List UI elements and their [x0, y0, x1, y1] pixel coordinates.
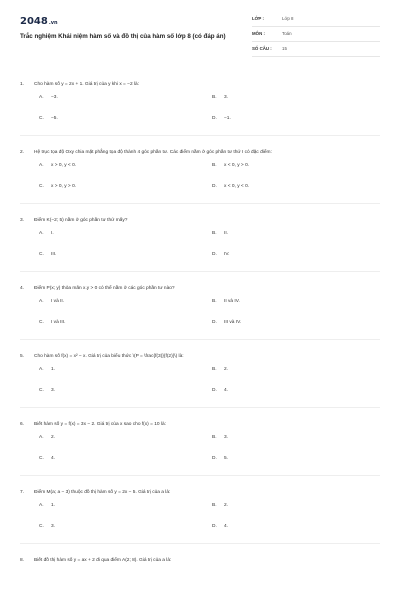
option-text: 1.: [51, 503, 56, 508]
option-letter: D.: [212, 456, 217, 461]
question-divider: [20, 543, 380, 544]
option-text: II.: [224, 231, 228, 236]
question-text: Điểm P(x; y) thỏa mãn x.y > 0 có thể nằm ở các góc phần tư nào?: [34, 286, 175, 291]
answer-option-c[interactable]: [39, 114, 58, 124]
option-text: x > 0, y < 0.: [51, 163, 77, 168]
option-letter: C.: [39, 456, 44, 461]
logo-main: 2048: [20, 16, 48, 27]
option-text: 3.: [224, 95, 229, 100]
question-3: [20, 216, 380, 272]
meta-value: Lớp 8: [282, 16, 294, 21]
answer-option-c[interactable]: [39, 386, 55, 396]
question-text: Biết hàm số y = f(x) = 3x − 2. Giá trị của x sao cho f(x) = 10 là:: [34, 422, 166, 427]
meta-row-subject: [252, 27, 380, 42]
answer-option-d[interactable]: [212, 318, 241, 328]
question-stem: [20, 488, 380, 497]
question-text: Cho hàm số f(x) = x² − x. Giá trị của biểu thức \(P = \frac{f(3)}{f(2)}\) là:: [34, 354, 184, 359]
option-letter: D.: [212, 320, 217, 325]
answer-option-a[interactable]: [39, 297, 64, 307]
option-letter: B.: [212, 95, 217, 100]
answer-option-c[interactable]: [39, 522, 55, 532]
option-text: 3.: [51, 388, 56, 393]
question-text: Hệ trục tọa độ Oxy chia mặt phẳng tọa độ thành 4 góc phần tư. Các điểm nằm ở góc phần tư thứ I có đặc điểm:: [34, 150, 272, 155]
option-text: I và III.: [51, 320, 66, 325]
answer-option-a[interactable]: [39, 433, 55, 443]
question-stem: [20, 556, 380, 565]
meta-value: 15: [282, 46, 287, 51]
answer-option-d[interactable]: [212, 454, 228, 464]
question-8: [20, 556, 380, 565]
question-2: [20, 148, 380, 204]
option-text: 1.: [51, 367, 56, 372]
answer-option-b[interactable]: [212, 501, 228, 511]
question-number: 1.: [20, 82, 25, 87]
question-stem: [20, 148, 380, 157]
option-text: x < 0, y > 0.: [224, 163, 250, 168]
option-letter: A.: [39, 95, 44, 100]
meta-key: SỐ CÂU :: [252, 46, 272, 51]
option-text: 2.: [224, 367, 229, 372]
question-number: 5.: [20, 354, 25, 359]
question-1: [20, 80, 380, 136]
option-letter: B.: [212, 231, 217, 236]
option-letter: B.: [212, 299, 217, 304]
option-letter: A.: [39, 503, 44, 508]
option-text: 3.: [51, 524, 56, 529]
option-row: [39, 318, 380, 339]
question-7: [20, 488, 380, 544]
answer-option-b[interactable]: [212, 297, 240, 307]
option-row: [39, 454, 380, 475]
document-title: Trắc nghiệm Khái niệm hàm số và đồ thị của hàm số lớp 8 (có đáp án): [20, 33, 226, 40]
option-letter: D.: [212, 184, 217, 189]
question-text: Biết đồ thị hàm số y = ax + 2 đi qua điểm A(2; 8). Giá trị của a là:: [34, 558, 172, 563]
option-text: IV.: [224, 252, 230, 257]
answer-options: [39, 501, 380, 543]
question-number: 6.: [20, 422, 25, 427]
option-text: x > 0, y > 0.: [51, 184, 77, 189]
question-divider: [20, 271, 380, 272]
question-stem: [20, 284, 380, 293]
question-4: [20, 284, 380, 340]
answer-option-a[interactable]: [39, 501, 55, 511]
answer-option-b[interactable]: [212, 161, 249, 171]
option-letter: A.: [39, 435, 44, 440]
question-divider: [20, 135, 380, 136]
option-letter: C.: [39, 388, 44, 393]
answer-option-c[interactable]: [39, 250, 56, 260]
option-text: −1.: [224, 116, 231, 121]
answer-option-d[interactable]: [212, 522, 228, 532]
option-row: [39, 433, 380, 454]
answer-option-b[interactable]: [212, 229, 228, 239]
answer-option-a[interactable]: [39, 365, 55, 375]
option-row: [39, 501, 380, 522]
question-text: Cho hàm số y = 2x + 1. Giá trị của y khi x = −2 là:: [34, 82, 140, 87]
question-text: Điểm M(a; a − 3) thuộc đồ thị hàm số y = 2x − 5. Giá trị của a là:: [34, 490, 171, 495]
option-letter: B.: [212, 435, 217, 440]
question-5: [20, 352, 380, 408]
question-stem: [20, 216, 380, 225]
question-stem: [20, 352, 380, 361]
question-stem: [20, 80, 380, 89]
answer-options: [39, 229, 380, 271]
option-row: [39, 229, 380, 250]
answer-option-a[interactable]: [39, 161, 76, 171]
option-letter: D.: [212, 388, 217, 393]
question-divider: [20, 475, 380, 476]
answer-option-b[interactable]: [212, 93, 228, 103]
option-letter: B.: [212, 367, 217, 372]
answer-option-b[interactable]: [212, 365, 228, 375]
option-text: 4.: [224, 524, 229, 529]
question-number: 8.: [20, 558, 25, 563]
option-letter: C.: [39, 252, 44, 257]
option-letter: A.: [39, 299, 44, 304]
answer-options: [39, 365, 380, 407]
option-text: −5.: [51, 116, 58, 121]
option-text: II và IV.: [224, 299, 240, 304]
answer-option-d[interactable]: [212, 250, 229, 260]
option-letter: B.: [212, 503, 217, 508]
meta-value: Toán: [282, 31, 292, 36]
question-number: 7.: [20, 490, 25, 495]
option-text: 2.: [51, 435, 56, 440]
question-stem: [20, 420, 380, 429]
answer-option-a[interactable]: [39, 93, 58, 103]
option-row: [39, 93, 380, 114]
option-row: [39, 522, 380, 543]
question-number: 3.: [20, 218, 25, 223]
option-letter: A.: [39, 163, 44, 168]
option-letter: D.: [212, 524, 217, 529]
option-row: [39, 161, 380, 182]
meta-row-class: [252, 12, 380, 27]
document-header: [0, 0, 400, 80]
meta-key: LỚP :: [252, 16, 264, 21]
answer-options: [39, 93, 380, 135]
option-letter: D.: [212, 116, 217, 121]
option-row: [39, 182, 380, 203]
option-letter: C.: [39, 320, 44, 325]
answer-option-d[interactable]: [212, 386, 228, 396]
option-text: x < 0, y < 0.: [224, 184, 250, 189]
option-row: [39, 297, 380, 318]
question-divider: [20, 339, 380, 340]
option-row: [39, 365, 380, 386]
answer-option-c[interactable]: [39, 318, 65, 328]
answer-option-c[interactable]: [39, 182, 76, 192]
option-letter: C.: [39, 184, 44, 189]
option-letter: C.: [39, 524, 44, 529]
meta-table: [252, 12, 380, 57]
answer-option-c[interactable]: [39, 454, 55, 464]
question-list: [20, 80, 380, 565]
option-text: III và IV.: [224, 320, 242, 325]
option-letter: B.: [212, 163, 217, 168]
option-letter: C.: [39, 116, 44, 121]
answer-option-a[interactable]: [39, 229, 54, 239]
answer-options: [39, 433, 380, 475]
option-text: 5.: [224, 456, 229, 461]
option-row: [39, 250, 380, 271]
meta-key: MÔN :: [252, 31, 265, 36]
option-text: I và II.: [51, 299, 65, 304]
site-logo[interactable]: [20, 16, 58, 27]
question-6: [20, 420, 380, 476]
question-divider: [20, 407, 380, 408]
option-text: 3.: [224, 435, 229, 440]
answer-option-b[interactable]: [212, 433, 228, 443]
option-row: [39, 386, 380, 407]
answer-options: [39, 161, 380, 203]
option-text: I.: [51, 231, 54, 236]
option-row: [39, 114, 380, 135]
option-text: III.: [51, 252, 57, 257]
option-letter: A.: [39, 231, 44, 236]
question-number: 4.: [20, 286, 25, 291]
option-text: −3.: [51, 95, 58, 100]
question-number: 2.: [20, 150, 25, 155]
answer-option-d[interactable]: [212, 114, 231, 124]
answer-options: [39, 297, 380, 339]
option-text: 4.: [224, 388, 229, 393]
meta-row-count: [252, 42, 380, 57]
option-text: 2.: [224, 503, 229, 508]
logo-tld: .vn: [48, 20, 58, 26]
option-letter: D.: [212, 252, 217, 257]
question-text: Điểm K(−2; 5) nằm ở góc phần tư thứ mấy?: [34, 218, 128, 223]
option-text: 4.: [51, 456, 56, 461]
question-divider: [20, 203, 380, 204]
option-letter: A.: [39, 367, 44, 372]
answer-option-d[interactable]: [212, 182, 249, 192]
